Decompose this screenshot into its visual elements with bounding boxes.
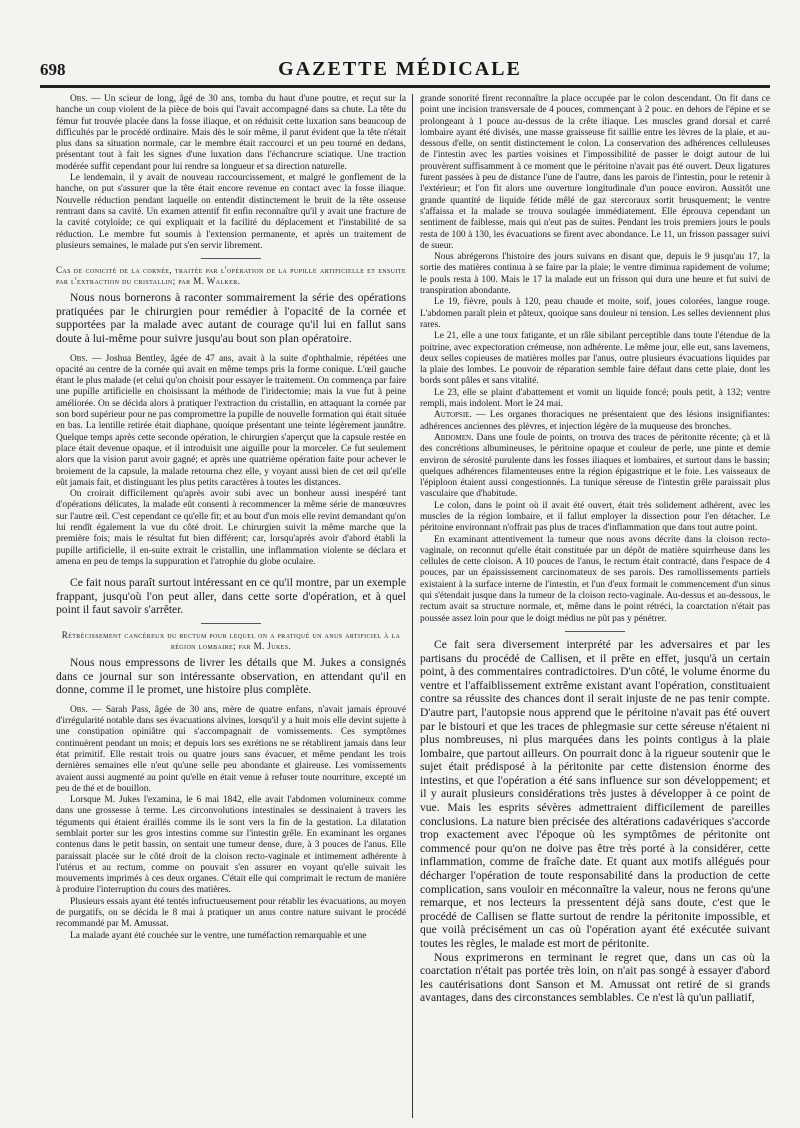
- journal-title: GAZETTE MÉDICALE: [278, 58, 522, 80]
- intro-paragraph: Nous nous bornerons à raconter sommairement la série des opérations pratiquées par le chirurgien pour remédier à l'opacité de la cornée et supportées par la malade avec autant de courage qu'il lui en fallut sans doute à lui-même pour suivre jusqu'au bout son plan opératoire.: [56, 291, 406, 345]
- article-heading: Cas de conicité de la cornée, traitée par l'opération de la pupille artificielle et ensuite par l'extraction du cristallin; par M. Walker.: [56, 265, 406, 287]
- autopsy-paragraph: [420, 410, 770, 433]
- commentary-paragraph: Nous exprimerons en terminant le regret que, dans un cas où la coarctation n'était pas portée très loin, on n'ait pas songé à essayer d'abord les cautérisations dont Sanson et M. Amussat ont retiré de si grands avantages, dans des circonstances semblables. Ce n'est là qu'un palliatif,: [420, 950, 770, 1005]
- obs-text: Joshua Bentley, âgée de 47 ans, avait à la suite d'ophthalmie, répétées une opacité au centre de la cornée qui avait en même temps pris la forme conique. L'œil gauche étant le plus malade (et celui qu'on choisit pour essayer le traitement. On commença par faire une pupille artificielle en choisissant la méthode de l'iridectomie; mais la vue fut à peine améliorée. On se décida alors à pratiquer l'extraction du cristallin, en attaquant la cornée par son bord supérieur pour ne pas compromettre la pupille de nouvelle formation qui était située en bas. La lentille retirée était diaphane, quoique présentant une teinte légèrement jaunâtre. Quelque temps après cette seconde opération, le chirurgien s'aperçut que la capsule restée en place était devenue opaque, et il introduisit une aiguille pour la morceler. Ce fut seulement alors que la vision parut avoir gagné; et après une quatrième opération faite pour achever le broiement de la capsule, la malade retourna chez elle, y voyant aussi bien de cet œil qu'elle eût jamais fait, et distinguant les plus petits caractères à toutes les distances.: [56, 353, 406, 488]
- left-column: [56, 94, 406, 1124]
- case-paragraph: Le 21, elle a une toux fatigante, et un râle sibilant perceptible dans toute l'étendue de la poitrine, avec expectoration crémeuse, non adhérente. Le même jour, elle eut, sans lavemens, deux selles copieuses de matières molles par l'anus, outre plusieurs évacuations liquides par la plaie des lombes. Le pouvoir de réparation semble faire défaut dans cette plaie, dont les bords sont pâles et sans vitalité.: [420, 331, 770, 387]
- autopsy-label: Autopsie. —: [434, 410, 486, 421]
- header-rule: [40, 85, 770, 88]
- page-number: 698: [40, 60, 66, 79]
- case-paragraph: En examinant attentivement la tumeur que nous avons décrite dans la cloison recto-vaginale, on reconnut qu'elle était constituée par un dépôt de matière squirrheuse dans les cellules de cette cloison. A 10 pouces de l'anus, le rectum était contracté, dans l'espace de 4 pouces, par un épaississement carcinomateux de ses parois. Des ramollissements partiels existaient à la surface interne de l'intestin, et l'un d'eux formait le commencement d'un sinus qui s'étendait jusque dans la tumeur de la cloison recto-vaginale. Au-dessus et au-dessous, le rectum avait sa structure normale, et, même dans le point rétréci, la coarctation n'était pas poussée assez loin pour que le doigt médius ne pût pas y pénétrer.: [420, 534, 770, 624]
- conclusion-paragraph: Ce fait nous paraît surtout intéressant en ce qu'il montre, par un exemple frappant, jusqu'où l'on peut aller, dans cette sorte d'opération, et à quel point il faut savoir s'arrêter.: [56, 576, 406, 617]
- obs-text: Sarah Pass, âgée de 30 ans, mère de quatre enfans, n'avait jamais éprouvé d'irrégularité notable dans ses évacuations alvines, lorsqu'il y a huit mois elle devint sujette à une constipation opiniâtre qui s'accompagnait de vomissements. Ces symptômes continuèrent pendant un mois; et depuis lors ses exrétions ne se rétablirent jamais dans leur état primitif. Elle restait trois ou quatre jours sans évacuer, et même pendant les trois dernières semaines elle n'eut qu'une selle peu abondante et glaireuse. Les vomissements avaient aussi augmenté au point qu'elle en était venue à refuser toute nourriture, excepté un peu de thé et de bouillon.: [56, 704, 406, 794]
- observation-paragraph: La malade ayant été couchée sur le ventre, une tuméfaction remarquable et une: [70, 930, 367, 941]
- observation-paragraph: [56, 705, 406, 795]
- abdomen-text: Dans une foule de points, on trouva des traces de péritonite récente; çà et là des concrétions albumineuses, le péritoine opaque et couleur de perle, une pinte et demie environ de sérosité purulente dans les fosses iliaques et lombaires, et surtout dans le bassin; quelques adhérences filamenteuses entre la région épigastrique et le foie. Les vaisseaux de l'épiploon étaient aussi congestionnés. La tunique séreuse de l'intestin grêle paraissait plus vasculaire que d'habitude.: [420, 432, 770, 500]
- observation-paragraph: Lorsque M. Jukes l'examina, le 6 mai 1842, elle avait l'abdomen volumineux comme dans une grossesse à terme. Les circonvolutions intestinales se dessinaient à travers les téguments qui étaient éraillés comme ils le sont vers la fin de la gestation. La dilatation semblait porter sur les gros intestins comme sur l'intestin grêle. En examinant les organes contenus dans le petit bassin, on sentait une tumeur dense, dure, à 3 pouces de l'anus. Elle paraissait placée sur le côté droit de la cloison recto-vaginale et intimement adhérente à l'utérus et au rectum, comme on pouvait s'en assurer en voyant qu'elle suivait les mouvements imprimés à ces deux organes. C'était elle qui comprimait le rectum de manière à produire l'interruption du cours des matières.: [56, 795, 406, 896]
- intro-paragraph: Nous nous empressons de livrer les détails que M. Jukes a consignés dans ce journal sur son intéressante observation, en attendant qu'il en donne, comme il le promet, une histoire plus complète.: [56, 655, 406, 697]
- case-paragraph: Le 23, elle se plaint d'abattement et vomit un liquide foncé; pouls petit, à 132; ventre rempli, mais indolent. Mort le 24 mai.: [420, 387, 770, 410]
- observation-paragraph: On croirait difficilement qu'après avoir subi avec un bonheur aussi inespéré tant d'opérations délicates, la malade eût consenti à recommencer la même série de manœuvres sur l'autre œil. C'est cependant ce qu'elle fit; et au bout d'un mois elle revint demandant qu'on lui rendît également la vue du côté droit. Le chirurgien suivit la même marche que la première fois; mais le résultat fut bien différent; car, lorsqu'après avoir d'abord établi la pupille artificielle, il en-suite extrait le cristallin, une inflammation violente se déclara et amena en peu de temps la suppuration et l'atrophie du globe oculaire.: [56, 489, 406, 567]
- obs-label: Obs. —: [70, 94, 101, 104]
- section-divider: [565, 631, 625, 632]
- obs-text: Un scieur de long, âgé de 30 ans, tomba du haut d'une poutre, et reçut sur la hanche un coup violent de la pièce de bois qui l'avait accompagné dans sa chute. La tête du fémur fut trouvée placée dans la fosse iliaque, et on réduisit cette luxation sans beaucoup de difficultés par le procédé ordinaire. Mais dès le soir même, il parut évident que la tête n'était plus dans sa situation normale, car le membre était raccourci et un peu tourné en dedans, présentant tout à fait les signes d'une luxation dans l'échancrure sciatique. Une traction modérée suffit cependant pour lui rendre sa longueur et sa direction naturelle.: [56, 94, 406, 172]
- right-column: [420, 94, 770, 1114]
- abdomen-paragraph: [420, 433, 770, 501]
- column-divider: [412, 94, 413, 1118]
- section-divider: [201, 258, 261, 259]
- obs-label: Obs. —: [70, 353, 102, 364]
- observation-paragraph: [56, 94, 406, 173]
- case-paragraph: Le 19, fièvre, pouls à 120, peau chaude et moite, soif, joues colorées, langue rouge. L'abdomen paraît plein et pâteux, quoique sans douleur ni tension. Les selles deviennent plus rares.: [420, 297, 770, 330]
- obs-label: Obs. —: [70, 704, 102, 715]
- observation-paragraph: Plusieurs essais ayant été tentés infructueusement pour rétablir les évacuations, au moyen de purgatifs, on se décida le 8 mai à pratiquer un anus contre nature suivant le procédé recommandé par M. Amussat.: [56, 896, 406, 930]
- observation-paragraph: Le lendemain, il y avait de nouveau raccourcissement, et malgré le gonflement de la hanche, on put s'assurer que la tête était encore revenue en contact avec la fosse iliaque. Nouvelle réduction pendant laquelle on entendit distinctement le bruit de la tête osseuse rentrant dans sa cavité. Un examen attentif fit enfin reconnaître qu'il y avait une fracture de la cavité cotyloïde; ce qui expliquait et la facilité du déplacement et l'instabilité de sa réduction. Le membre fut soumis à l'extension permanente, et après un traitement de plusieurs semaines, le malade put s'en servir librement.: [56, 173, 406, 251]
- observation-paragraph: [56, 354, 406, 490]
- commentary-paragraph: Ce fait sera diversement interprété par les adversaires et par les partisans du procédé de Callisen, et il prête en effet, jusqu'à un certain point, à des commentaires contradictoires. D'un côté, le volume énorme du ventre et l'affaiblissement extrême existant avant l'opération, constituaient contre sa réussite des chances dont il serait injuste de ne pas tenir compte. D'autre part, l'autopsie nous apprend que le péritoine n'avait pas été ouvert par le bistouri et que les traces de phlegmasie sur cette séreuse n'étaient ni plus nombreuses, ni plus marquées dans les points contigus à la plaie lombaire, que partout ailleurs. On pourrait donc à la rigueur soutenir que le sujet était prédisposé à la péritonite par cette distension énorme des intestins, et que l'opération a été sans influence sur son développement; et il y aurait plusieurs considérations très justes à développer à ce point de vue. Mais les esprits sévères admettraient difficilement de pareilles conclusions. La nature bien précisée des altérations cadavériques s'accorde trop exactement avec l'époque où les symptômes de péritonite ont commencé pour qu'on ne doive pas être très porté à la considérer, cette inflammation, comme de fraîche date. Et quant aux motifs allégués pour décharger l'opération de toute responsabilité dans la production de cette complication, sans vouloir en méconnaître la valeur, nous ne ferons qu'une remarque, et nos lecteurs la pressentent déjà sans doute, c'est que le procédé de Callisen se flatte surtout de rendre la péritonite impossible, et que voilà précisément un cas où l'opération ayant été exécutée suivant toutes les règles, le malade est mort de péritonite.: [420, 637, 770, 951]
- case-paragraph: Nous abrégerons l'histoire des jours suivans en disant que, depuis le 9 jusqu'au 17, la sortie des matières continua à se faire par la plaie; le ventre diminua rapidement de volume; le pouls resta à 100. Mais le 17 la malade eut un frisson qui dura une heure et fut suivi de transpiration abondante.: [420, 252, 770, 297]
- section-divider: [201, 623, 261, 624]
- case-paragraph: grande sonorité firent reconnaître la place occupée par le colon descendant. On fit dans ce point une incision transversale de 4 pouces, commençant à 2 pouc. en dehors de l'épine et se prolongeant à 1 pouce au-dessus de la crête iliaque. Les muscles grand dorsal et carré lombaire ayant été divisés, une masse graisseuse fit saillie entre les lèvres de la plaie, et au-dessous d'elle, on sentit distinctement le colon. La conservation des adhérences celluleuses de l'intestin avec les parties voisines et l'impossibilité de passer le doigt autour de lui prouvèrent suffisamment à ce moment que le péritoine n'avait pas été ouvert. Deux ligatures furent passées à peu de distance l'une de l'autre, dans les parois de l'intestin, pour le retenir à l'extérieur; et l'on fit alors une ouverture longitudinale d'un pouce environ. Aussitôt une grande quantité de liquide fétide mêlé de gaz stercoraux sortit brusquement; le ventre s'affaissa et la malade se trouva soulagée immédiatement. Elle éprouva cependant un sentiment de faiblesse, mais qui n'eut pas de suites. Pendant les trois premiers jours le pouls resta de 100 à 130, les évacuations se firent avec abondance. Le 11, un frisson passager suivi de sueur.: [420, 94, 770, 251]
- abdomen-label: Abdomen.: [434, 432, 474, 443]
- case-paragraph: Le colon, dans le point où il avait été ouvert, était très solidement adhérent, avec les muscles de la région lombaire, et il fallut employer la dissection pour l'en détacher. Le péritoine environnant n'offrait pas plus de traces d'inflammation que dans tout autre point.: [420, 500, 770, 534]
- autopsy-text: Les organes thoraciques ne présentaient que des lésions insignifiantes: adhérences anciennes des plèvres, et injection légère de la muqueuse des bronches.: [420, 410, 770, 432]
- article-heading: Rétrécissement cancéreux du rectum pour lequel on a pratiqué un anus artificiel à la région lombaire; par M. Jukes.: [61, 629, 401, 651]
